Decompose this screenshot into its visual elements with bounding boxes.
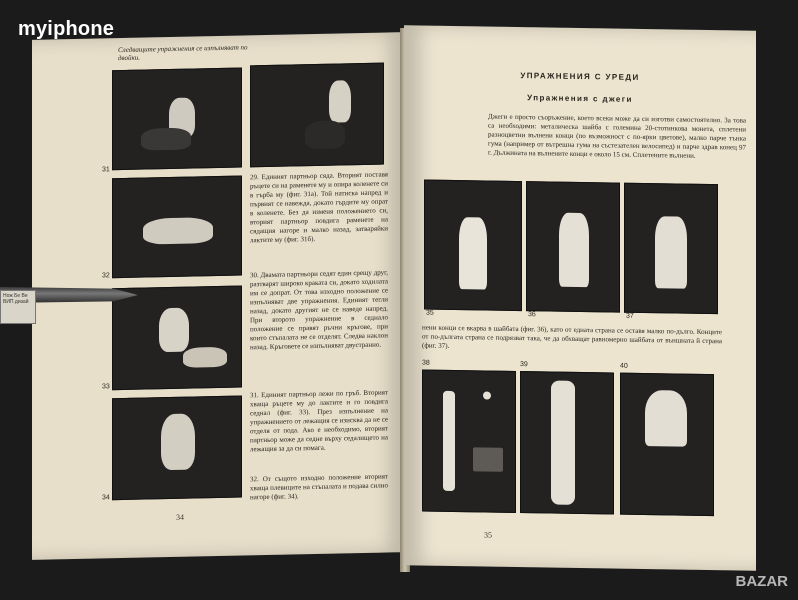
- figure-label: 37: [626, 312, 634, 320]
- exercise-paragraph: 32. От същото изходно положение вторият хваща плевиците на стъпалата и подава силно нагоре (фиг. 34).: [250, 472, 388, 502]
- figure-label: 35: [426, 309, 434, 317]
- figure-photo-31a: [112, 67, 242, 170]
- exercise-paragraph: 31. Единият партньор лежи по гръб. Вторият хваща ръцете му до лактите и го повдига седнал (фиг. 33). През изпълнение на упражнението от лежащия се изисква да не се отделя от пода. Ако е необходимо, вторият партньор може да седне върху седалището на лежащия за да си помага.: [250, 388, 388, 454]
- corner-logo: BAZAR: [735, 573, 788, 590]
- intro-paragraph: Джеги е просто съоръжение, което всеки може да си изготви самостоятелно. За това са необходими: металическа шайба с големина 20-стотинкова монета, сплетени разноцветни вълнени конци (по възможност с по-ярки цветове), малко парче тънка гума (например от вътрешна гума на състезателен велосипед) и парче здрав конец 97 г. Дължината на вълнените конци е около 15 см. Сплетените вълнени.: [488, 112, 746, 160]
- knife-tag: Нож Бе Ве ВИП дизай: [0, 290, 36, 324]
- figure-photo-32: [112, 175, 242, 278]
- figure-photo-31b: [250, 63, 384, 168]
- middle-paragraph: нени конци се вкарва в шайбата (фиг. 36), като от едната страна се оставя малко по-дълго. Конците от по-дългата страна се подрязват така, че да обхващат равномерно шайбата от външната й страна (фиг. 37).: [422, 323, 722, 350]
- page-number-right: 35: [484, 530, 492, 540]
- figure-photo-39: [520, 371, 614, 514]
- figure-photo-35: [424, 180, 522, 312]
- figure-photo-38: [422, 370, 516, 513]
- figure-photo-37: [624, 183, 718, 314]
- figure-label: 32: [102, 272, 110, 280]
- figure-label: 34: [102, 494, 110, 502]
- section-heading: УПРАЖНЕНИЯ С УРЕДИ: [520, 71, 640, 82]
- figure-photo-36: [526, 181, 620, 312]
- left-page-caption: Следващите упражнения се изпълняват по двойки.: [118, 43, 248, 63]
- subsection-heading: Упражнения с джеги: [527, 93, 633, 104]
- figure-label: 31: [102, 166, 110, 174]
- figure-label: 39: [520, 361, 528, 369]
- figure-label: 40: [620, 362, 628, 370]
- figure-label: 36: [528, 311, 536, 319]
- page-number-left: 34: [176, 512, 184, 522]
- exercise-paragraph: 30. Двамата партньори седят един срещу друг, разтварят широко краката си, докато ходилата им се допрат. От това изходно положение се изпълняват две упражнения. Единият тегли назад, докато другият не се наведе напред. При второто упражнение в седнало положение се правят ръчни кръгове, при които стъпалата не се отделят. Следва наклон назад. Кръговете се изпълняват двустранно.: [250, 268, 388, 352]
- watermark-logo: myiphone: [18, 18, 115, 40]
- figure-photo-40: [620, 373, 714, 516]
- figure-label: 38: [422, 359, 430, 367]
- right-page: [404, 25, 756, 571]
- figure-photo-33: [112, 285, 242, 390]
- exercise-paragraph: 29. Единият партньор сяда. Вторият поставя ръцете си на раменете му и опира коленете си в гърба му (фиг. 31а). Той натиска напред и първият се навежда, докато гърдите му опрат в коленете. Без да изменя положението си, вторият партньор повдига раменете на сядащия нагоре и малко назад, затваряйки лактите му (фиг. 31б).: [250, 170, 388, 245]
- figure-label: 33: [102, 383, 110, 391]
- figure-photo-34: [112, 395, 242, 500]
